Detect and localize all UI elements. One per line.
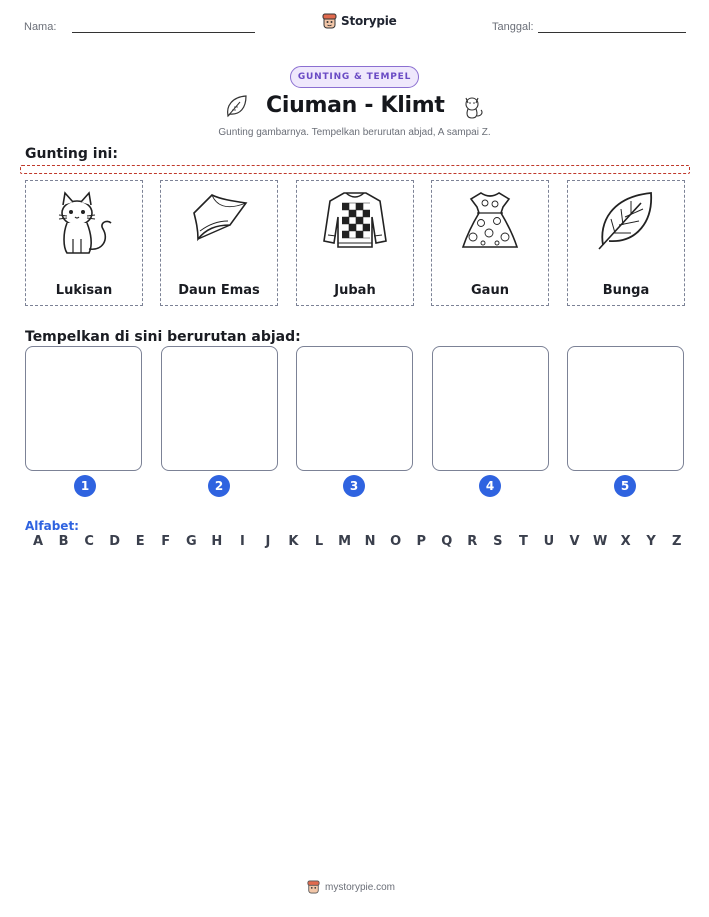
cut-card-4[interactable] xyxy=(431,180,549,306)
alphabet-letter: Z xyxy=(671,534,682,549)
paste-box-2[interactable] xyxy=(161,346,278,471)
alphabet-letter: X xyxy=(620,534,631,549)
cloth-icon xyxy=(161,189,277,251)
alphabet-letter: V xyxy=(569,534,580,549)
alphabet-letter: T xyxy=(518,534,528,549)
cut-card-label: Bunga xyxy=(602,283,650,298)
alphabet-heading: Alfabet: xyxy=(25,519,79,533)
brand-logo xyxy=(322,13,397,29)
alphabet-letter: N xyxy=(364,534,376,549)
cut-card-label: Gaun xyxy=(471,283,509,298)
alphabet-letter: S xyxy=(493,534,503,549)
alphabet-letter: G xyxy=(185,534,197,549)
position-number-5: 5 xyxy=(614,475,636,497)
paste-box-3[interactable] xyxy=(296,346,413,471)
alphabet-letter: B xyxy=(58,534,69,549)
alphabet-letter: D xyxy=(109,534,121,549)
alphabet-letter: H xyxy=(211,534,223,549)
sweater-icon xyxy=(297,189,413,251)
alphabet-letter: M xyxy=(338,534,352,549)
cat-icon xyxy=(26,189,142,257)
dress-icon xyxy=(432,189,548,251)
brand-name: Storypie xyxy=(341,14,397,28)
alphabet-letter: C xyxy=(84,534,94,549)
cut-card-3[interactable] xyxy=(296,180,414,306)
footer-url[interactable]: mystorypie.com xyxy=(325,881,396,893)
footer xyxy=(307,880,395,894)
date-line[interactable] xyxy=(538,32,686,33)
cut-card-5[interactable] xyxy=(567,180,685,306)
alphabet-letter: R xyxy=(467,534,478,549)
activity-badge: GUNTING & TEMPEL xyxy=(290,66,419,88)
alphabet-letter: P xyxy=(416,534,426,549)
alphabet-letter: W xyxy=(593,534,608,549)
alphabet-letter: A xyxy=(32,534,44,549)
leaf-deco-icon xyxy=(222,92,250,124)
name-line[interactable] xyxy=(72,32,255,33)
position-number-2: 2 xyxy=(208,475,230,497)
date-label: Tanggal: xyxy=(492,21,534,33)
alphabet-letter: K xyxy=(288,534,299,549)
alphabet-letter: J xyxy=(265,534,271,549)
position-number-3: 3 xyxy=(343,475,365,497)
instructions: Gunting gambarnya. Tempelkan berurutan abjad, A sampai Z. xyxy=(218,127,491,138)
page-title: Ciuman - Klimt xyxy=(266,93,445,118)
alphabet-letter: Q xyxy=(441,534,453,549)
alphabet-letter: U xyxy=(543,534,555,549)
name-label: Nama: xyxy=(24,21,57,33)
alphabet-letter: Y xyxy=(646,534,656,549)
alphabet-letter: E xyxy=(135,534,145,549)
paste-box-1[interactable] xyxy=(25,346,142,471)
cat-deco-icon xyxy=(459,92,487,124)
paste-heading: Tempelkan di sini berurutan abjad: xyxy=(25,329,301,345)
cut-card-label: Lukisan xyxy=(55,283,113,298)
cut-card-label: Jubah xyxy=(334,283,376,298)
alphabet-letter: I xyxy=(239,534,245,549)
cut-heading: Gunting ini: xyxy=(25,146,118,162)
paste-box-5[interactable] xyxy=(567,346,684,471)
cut-card-1[interactable] xyxy=(25,180,143,306)
paste-box-4[interactable] xyxy=(432,346,549,471)
leaf-icon xyxy=(568,189,684,251)
mascot-icon xyxy=(307,880,320,894)
position-number-4: 4 xyxy=(479,475,501,497)
alphabet-letter: O xyxy=(390,534,402,549)
cut-card-label: Daun Emas xyxy=(178,283,260,298)
alphabet-letter: L xyxy=(314,534,324,549)
position-number-1: 1 xyxy=(74,475,96,497)
cut-card-2[interactable] xyxy=(160,180,278,306)
mascot-icon xyxy=(322,13,337,29)
alphabet-letter: F xyxy=(161,534,171,549)
cut-guide-line xyxy=(20,165,690,174)
alphabet-row xyxy=(31,534,684,549)
